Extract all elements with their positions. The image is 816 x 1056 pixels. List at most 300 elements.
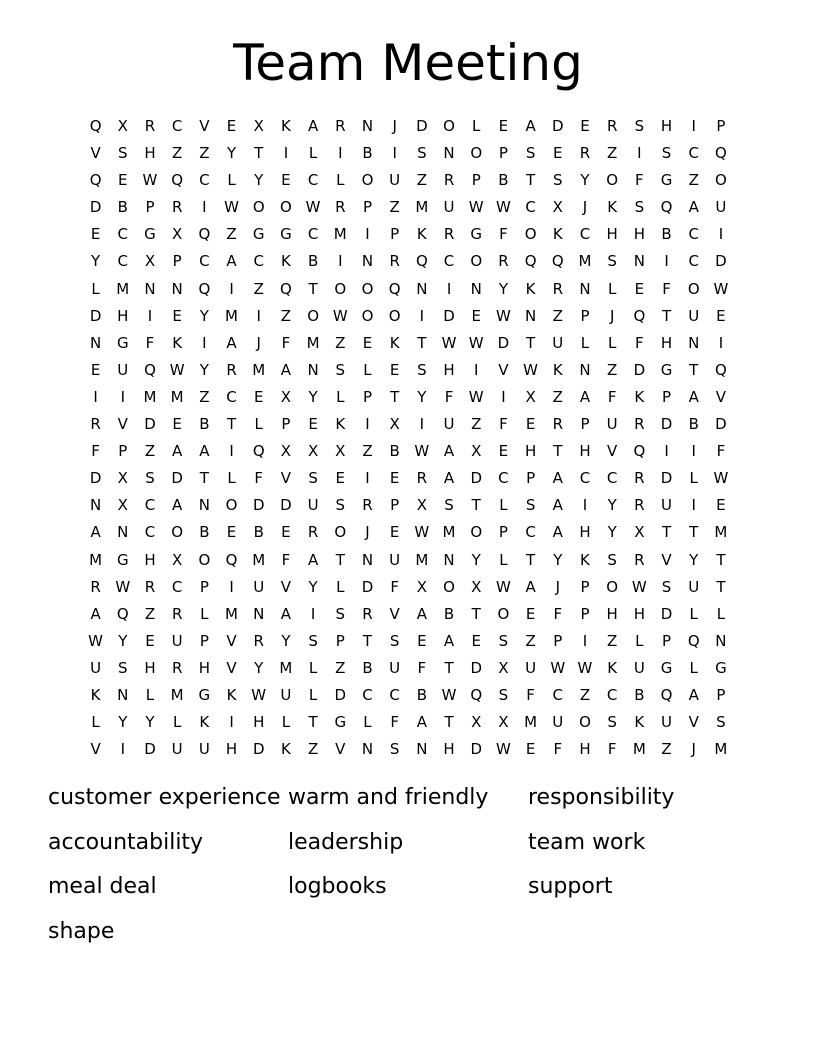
grid-letter: I	[501, 387, 506, 406]
grid-letter: J	[392, 117, 397, 135]
grid-letter: S	[444, 496, 454, 515]
grid-letter: R	[90, 577, 101, 596]
grid-letter: P	[362, 387, 372, 406]
grid-letter: A	[552, 469, 563, 488]
grid-letter: G	[715, 658, 727, 677]
grid-letter: O	[252, 198, 265, 217]
grid-letter: A	[280, 604, 292, 623]
grid-letter: Y	[91, 252, 101, 271]
grid-letter: D	[252, 496, 265, 515]
grid-letter: R	[253, 631, 264, 650]
grid-letter: Q	[551, 252, 564, 271]
grid-letter: D	[660, 415, 673, 434]
grid-letter: Q	[225, 550, 238, 569]
grid-letter: P	[362, 198, 372, 217]
grid-letter: T	[444, 658, 454, 677]
grid-letter: N	[361, 550, 374, 569]
grid-letter: H	[144, 658, 156, 677]
grid-letter: Z	[362, 442, 373, 461]
grid-letter: E	[335, 469, 346, 488]
grid-letter: R	[389, 252, 400, 271]
grid-letter: V	[280, 577, 292, 596]
grid-letter: A	[552, 496, 563, 515]
grid-letter: A	[688, 685, 699, 704]
grid-letter: B	[416, 685, 427, 704]
grid-letter: W	[88, 631, 104, 650]
grid-letter: Z	[389, 198, 400, 217]
grid-letter: U	[280, 685, 292, 704]
grid-letter: M	[89, 550, 103, 569]
grid-letter: Q	[524, 252, 537, 271]
grid-letter: U	[633, 658, 645, 677]
grid-letter: S	[118, 144, 128, 163]
grid-letter: R	[90, 415, 101, 434]
grid-letter: X	[117, 117, 128, 135]
grid-letter: O	[606, 171, 619, 190]
grid-letter: Y	[281, 631, 291, 650]
grid-letter: T	[308, 713, 318, 732]
grid-letter: R	[362, 604, 373, 623]
grid-letter: D	[552, 117, 564, 135]
grid-letter: I	[120, 740, 125, 759]
grid-letter: M	[170, 685, 184, 704]
grid-letter: U	[443, 198, 455, 217]
grid-letter: G	[660, 658, 673, 677]
grid-letter: S	[661, 144, 672, 163]
grid-letter: O	[361, 171, 374, 190]
grid-letter: I	[365, 225, 370, 244]
grid-letter: Y	[308, 387, 318, 406]
grid-letter: F	[499, 225, 508, 244]
grid-letter: Z	[335, 658, 346, 677]
grid-letter: K	[580, 550, 590, 569]
grid-letter: O	[361, 306, 374, 325]
grid-letter: D	[443, 306, 455, 325]
grid-letter: D	[89, 306, 102, 325]
grid-letter: H	[524, 442, 537, 461]
grid-letter: C	[443, 252, 455, 271]
grid-letter: E	[471, 306, 481, 325]
grid-letter: O	[334, 523, 347, 542]
grid-letter: Q	[388, 279, 401, 298]
grid-letter: C	[688, 225, 699, 244]
grid-letter: F	[553, 740, 563, 759]
grid-letter: T	[390, 387, 400, 406]
word-list-item: shape	[48, 918, 115, 944]
grid-letter: M	[225, 604, 238, 623]
grid-letter: B	[199, 523, 210, 542]
grid-letter: E	[525, 415, 536, 434]
grid-letter: E	[145, 631, 155, 650]
grid-letter: O	[198, 550, 211, 569]
grid-letter: V	[280, 469, 292, 488]
grid-letter: C	[389, 685, 400, 704]
grid-letter: L	[580, 333, 590, 352]
grid-letter: A	[280, 360, 292, 379]
grid-letter: V	[389, 604, 400, 623]
grid-letter: W	[251, 685, 267, 704]
grid-letter: S	[417, 144, 427, 163]
grid-letter: C	[498, 469, 509, 488]
grid-letter: N	[117, 523, 129, 542]
grid-letter: X	[117, 496, 128, 515]
grid-letter: Q	[171, 171, 184, 190]
grid-letter: A	[416, 713, 427, 732]
grid-letter: R	[634, 415, 645, 434]
grid-letter: M	[333, 225, 347, 244]
grid-letter: E	[716, 496, 726, 515]
grid-letter: I	[718, 225, 724, 244]
grid-letter: U	[552, 333, 564, 352]
grid-letter: Q	[144, 360, 156, 379]
grid-letter: F	[662, 279, 671, 298]
grid-letter: F	[499, 415, 508, 434]
grid-letter: A	[525, 117, 536, 135]
grid-letter: H	[633, 604, 645, 623]
grid-letter: C	[171, 577, 183, 596]
grid-letter: X	[416, 577, 427, 596]
grid-letter: W	[550, 658, 566, 677]
grid-letter: G	[198, 685, 211, 704]
grid-letter: C	[117, 252, 129, 271]
grid-letter: Z	[607, 360, 618, 379]
grid-letter: N	[688, 333, 700, 352]
grid-letter: C	[688, 252, 699, 271]
word-list-item: team work	[528, 829, 646, 855]
grid-letter: D	[470, 658, 482, 677]
grid-letter: K	[280, 740, 291, 759]
grid-letter: F	[254, 469, 264, 488]
grid-letter: V	[199, 117, 210, 135]
grid-letter: L	[145, 685, 155, 704]
grid-letter: R	[443, 171, 455, 190]
grid-letter: L	[254, 415, 263, 434]
grid-letter: B	[443, 604, 455, 623]
page-title: Team Meeting	[233, 34, 583, 92]
grid-letter: A	[688, 198, 699, 217]
grid-letter: T	[308, 279, 318, 298]
grid-letter: P	[716, 685, 726, 704]
word-list	[48, 776, 768, 954]
grid-letter: I	[120, 387, 125, 406]
grid-letter: H	[198, 658, 210, 677]
grid-letter: R	[579, 144, 591, 163]
grid-letter: H	[443, 740, 455, 759]
grid-letter: S	[525, 144, 536, 163]
grid-letter: R	[634, 469, 645, 488]
grid-letter: M	[415, 550, 429, 569]
grid-letter: T	[526, 550, 536, 569]
grid-letter: I	[202, 333, 207, 352]
grid-letter: C	[171, 117, 183, 135]
grid-letter: V	[715, 387, 727, 406]
grid-letter: K	[90, 685, 101, 704]
grid-letter: K	[226, 685, 237, 704]
grid-letter: S	[634, 117, 645, 135]
grid-letter: Y	[607, 496, 617, 515]
grid-letter: W	[414, 442, 430, 461]
grid-letter: N	[443, 144, 455, 163]
grid-letter: O	[606, 577, 619, 596]
grid-letter: O	[334, 279, 347, 298]
grid-letter: Y	[254, 171, 264, 190]
grid-letter: Y	[226, 144, 237, 163]
grid-letter: U	[606, 415, 618, 434]
grid-letter: O	[579, 713, 591, 732]
grid-letter: U	[661, 713, 673, 732]
grid-letter: P	[199, 631, 209, 650]
grid-letter: H	[225, 740, 238, 759]
grid-letter: W	[115, 577, 131, 596]
grid-letter: P	[580, 577, 590, 596]
grid-letter: N	[361, 117, 374, 135]
grid-letter: L	[281, 713, 291, 732]
grid-letter: L	[716, 604, 726, 623]
grid-letter: Z	[335, 333, 346, 352]
grid-letter: P	[199, 577, 209, 596]
grid-letter: E	[118, 171, 128, 190]
grid-letter: X	[144, 252, 156, 271]
grid-letter: U	[90, 658, 102, 677]
grid-letter: D	[171, 469, 183, 488]
grid-letter: C	[307, 171, 319, 190]
grid-letter: G	[470, 225, 483, 244]
grid-letter: I	[446, 279, 452, 298]
grid-letter: U	[171, 740, 183, 759]
grid-letter: J	[256, 333, 261, 352]
grid-letter: C	[117, 225, 129, 244]
grid-letter: I	[365, 415, 370, 434]
grid-letter: B	[199, 415, 210, 434]
grid-letter: I	[718, 333, 724, 352]
grid-letter: K	[552, 360, 563, 379]
grid-letter: V	[688, 713, 699, 732]
grid-letter: N	[198, 496, 210, 515]
grid-letter: Z	[552, 306, 563, 325]
grid-letter: A	[579, 387, 591, 406]
grid-letter: V	[226, 631, 237, 650]
grid-letter: C	[199, 252, 210, 271]
grid-letter: D	[470, 740, 482, 759]
grid-letter: J	[609, 306, 615, 325]
grid-letter: R	[552, 415, 563, 434]
grid-letter: Q	[633, 442, 646, 461]
grid-letter: R	[634, 496, 645, 515]
grid-letter: D	[470, 469, 482, 488]
grid-letter: D	[497, 333, 510, 352]
grid-letter: Z	[172, 144, 183, 163]
grid-letter: V	[226, 658, 237, 677]
grid-letter: L	[308, 685, 318, 704]
grid-letter: L	[499, 550, 508, 569]
grid-letter: Z	[607, 144, 618, 163]
grid-letter: T	[689, 360, 699, 379]
grid-letter: Y	[118, 713, 128, 732]
grid-letter: V	[607, 442, 618, 461]
grid-letter: T	[417, 333, 427, 352]
grid-letter: F	[526, 685, 535, 704]
grid-letter: T	[471, 604, 481, 623]
grid-letter: L	[689, 658, 698, 677]
grid-letter: Q	[687, 631, 700, 650]
grid-letter: O	[524, 225, 537, 244]
grid-letter: U	[688, 577, 700, 596]
grid-letter: W	[495, 306, 511, 325]
grid-letter: T	[254, 144, 264, 163]
grid-letter: P	[172, 252, 182, 271]
grid-letter: A	[90, 523, 101, 542]
grid-letter: T	[661, 306, 672, 325]
grid-letter: R	[335, 198, 346, 217]
grid-letter: T	[444, 713, 454, 732]
grid-letter: N	[579, 279, 591, 298]
grid-letter: D	[715, 415, 727, 434]
grid-letter: P	[580, 415, 590, 434]
grid-letter: I	[691, 117, 696, 135]
grid-letter: R	[171, 198, 183, 217]
grid-letter: F	[390, 713, 399, 732]
grid-letter: W	[631, 577, 647, 596]
grid-letter: E	[471, 631, 481, 650]
grid-letter: L	[499, 496, 508, 515]
grid-letter: M	[442, 523, 456, 542]
grid-letter: T	[199, 469, 209, 488]
grid-letter: X	[117, 469, 128, 488]
grid-letter: C	[552, 685, 564, 704]
grid-letter: V	[498, 360, 509, 379]
grid-letter: M	[632, 740, 646, 759]
grid-letter: U	[389, 550, 401, 569]
grid-letter: M	[415, 198, 429, 217]
grid-letter: Y	[199, 306, 209, 325]
word-list-item: leadership	[288, 829, 404, 855]
letter-grid	[82, 113, 735, 763]
grid-letter: R	[171, 658, 183, 677]
grid-letter: X	[389, 415, 400, 434]
grid-letter: T	[716, 577, 726, 596]
grid-letter: P	[335, 631, 345, 650]
grid-letter: T	[471, 496, 481, 515]
grid-letter: K	[634, 387, 645, 406]
grid-letter: E	[580, 117, 590, 135]
grid-letter: Y	[471, 550, 481, 569]
grid-letter: B	[661, 225, 672, 244]
grid-letter: Y	[199, 360, 209, 379]
grid-letter: N	[89, 496, 102, 515]
word-list-item: logbooks	[288, 874, 387, 899]
grid-letter: P	[498, 144, 508, 163]
grid-letter: S	[607, 550, 617, 569]
grid-letter: N	[579, 360, 591, 379]
grid-letter: L	[635, 631, 644, 650]
grid-letter: H	[117, 306, 129, 325]
grid-letter: S	[389, 740, 400, 759]
grid-letter: P	[662, 631, 672, 650]
grid-letter: L	[607, 279, 617, 298]
grid-letter: U	[443, 415, 455, 434]
grid-letter: Y	[580, 171, 590, 190]
grid-letter: T	[526, 333, 536, 352]
grid-letter: K	[607, 198, 618, 217]
grid-letter: Z	[688, 171, 699, 190]
grid-letter: I	[582, 496, 588, 515]
grid-letter: L	[336, 387, 345, 406]
grid-letter: H	[606, 604, 618, 623]
grid-letter: H	[633, 225, 645, 244]
grid-letter: Y	[254, 658, 264, 677]
grid-letter: Q	[660, 198, 673, 217]
grid-letter: X	[335, 442, 346, 461]
grid-letter: U	[688, 306, 700, 325]
grid-letter: E	[226, 523, 237, 542]
grid-letter: U	[552, 713, 564, 732]
grid-letter: X	[634, 523, 645, 542]
word-list-item: responsibility	[528, 785, 675, 810]
grid-letter: K	[607, 658, 618, 677]
grid-letter: I	[691, 442, 696, 461]
grid-letter: P	[145, 198, 155, 217]
grid-letter: I	[392, 144, 397, 163]
grid-letter: D	[89, 198, 102, 217]
grid-letter: S	[308, 631, 318, 650]
grid-letter: I	[664, 442, 669, 461]
grid-letter: T	[661, 523, 672, 542]
grid-letter: M	[279, 658, 293, 677]
grid-letter: G	[252, 225, 265, 244]
grid-letter: T	[362, 631, 373, 650]
grid-letter: C	[307, 225, 319, 244]
grid-letter: Z	[199, 387, 210, 406]
grid-letter: O	[171, 523, 184, 542]
grid-letter: W	[577, 658, 593, 677]
grid-letter: D	[280, 496, 292, 515]
grid-letter: O	[715, 171, 727, 190]
grid-letter: O	[225, 496, 238, 515]
grid-letter: Q	[116, 604, 129, 623]
grid-letter: Z	[280, 306, 292, 325]
grid-letter: L	[472, 117, 481, 135]
grid-letter: S	[118, 658, 128, 677]
grid-letter: X	[172, 225, 183, 244]
grid-letter: F	[553, 604, 563, 623]
grid-letter: Q	[198, 225, 211, 244]
grid-letter: I	[229, 713, 234, 732]
grid-letter: L	[91, 713, 100, 732]
grid-letter: H	[579, 442, 591, 461]
grid-letter: A	[226, 252, 237, 271]
grid-letter: U	[253, 577, 265, 596]
grid-letter: A	[525, 577, 536, 596]
grid-letter: M	[252, 550, 266, 569]
grid-letter: B	[307, 252, 319, 271]
grid-letter: I	[338, 144, 343, 163]
grid-letter: H	[660, 117, 673, 135]
grid-letter: R	[416, 469, 428, 488]
grid-letter: M	[524, 713, 538, 732]
grid-letter: K	[199, 713, 210, 732]
grid-letter: U	[307, 496, 319, 515]
grid-letter: M	[170, 387, 184, 406]
grid-letter: Z	[199, 144, 210, 163]
grid-letter: N	[253, 604, 265, 623]
grid-letter: X	[471, 713, 482, 732]
word-list-item: accountability	[48, 829, 204, 855]
grid-letter: V	[335, 740, 346, 759]
grid-letter: E	[362, 333, 373, 352]
grid-letter: Q	[252, 442, 265, 461]
grid-letter: C	[226, 387, 237, 406]
grid-letter: G	[116, 550, 129, 569]
